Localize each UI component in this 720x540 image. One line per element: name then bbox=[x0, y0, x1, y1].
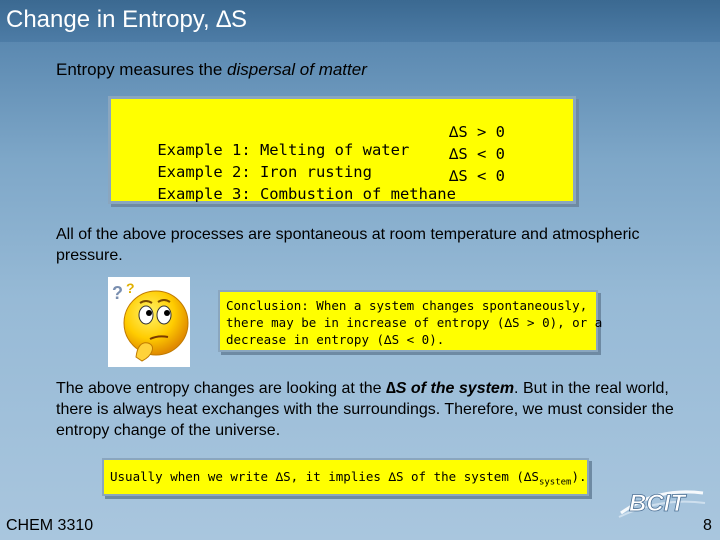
example-sign: ∆S > 0 bbox=[449, 123, 505, 141]
spontaneous-paragraph: All of the above processes are spontaneous at room temperature and atmospheric pressure. bbox=[56, 226, 640, 264]
system-paragraph bbox=[56, 378, 676, 441]
example-label: Example 1: Melting of water bbox=[157, 141, 410, 159]
example-label: Example 2: Iron rusting bbox=[157, 163, 372, 181]
para2-prefix: The above entropy changes are looking at the bbox=[56, 380, 386, 397]
conclusion-box bbox=[218, 290, 603, 352]
examples-box bbox=[108, 96, 576, 204]
course-code: CHEM 3310 bbox=[6, 517, 94, 534]
conclusion-line: decrease in entropy (∆S < 0). bbox=[226, 332, 445, 347]
usually-text: Usually when we write ∆S, it implies ∆S of the system (∆S bbox=[110, 469, 539, 484]
bcit-logo-icon bbox=[617, 483, 707, 519]
svg-text:?: ? bbox=[112, 283, 123, 303]
conclusion-line: Conclusion: When a system changes spontaneously, bbox=[226, 298, 588, 313]
example-sign: ∆S < 0 bbox=[449, 145, 505, 163]
example-sign: ∆S < 0 bbox=[449, 167, 505, 185]
logo-text: BCIT bbox=[629, 490, 685, 517]
para2-suffix: . But in the real world, there is always heat exchanges with the surroundings. Therefore, we must consider the entropy change of the universe. bbox=[56, 380, 674, 439]
usually-subscript: system bbox=[538, 477, 572, 488]
subtitle-emphasis: dispersal of matter bbox=[227, 60, 367, 79]
usually-end: ). bbox=[571, 469, 587, 484]
slide-title: Change in Entropy, ∆S bbox=[6, 6, 248, 33]
page-number: 8 bbox=[703, 517, 712, 534]
example-label: Example 3: Combustion of methane bbox=[157, 185, 456, 203]
conclusion-line: there may be in increase of entropy (∆S > 0), or a bbox=[226, 315, 603, 330]
svg-text:?: ? bbox=[126, 280, 135, 296]
usually-box bbox=[102, 458, 589, 496]
slide-subtitle bbox=[56, 60, 367, 80]
subtitle-prefix: Entropy measures the bbox=[56, 60, 228, 79]
para2-emphasis: ∆S of the system bbox=[386, 380, 515, 397]
thinking-face-icon bbox=[108, 277, 190, 367]
